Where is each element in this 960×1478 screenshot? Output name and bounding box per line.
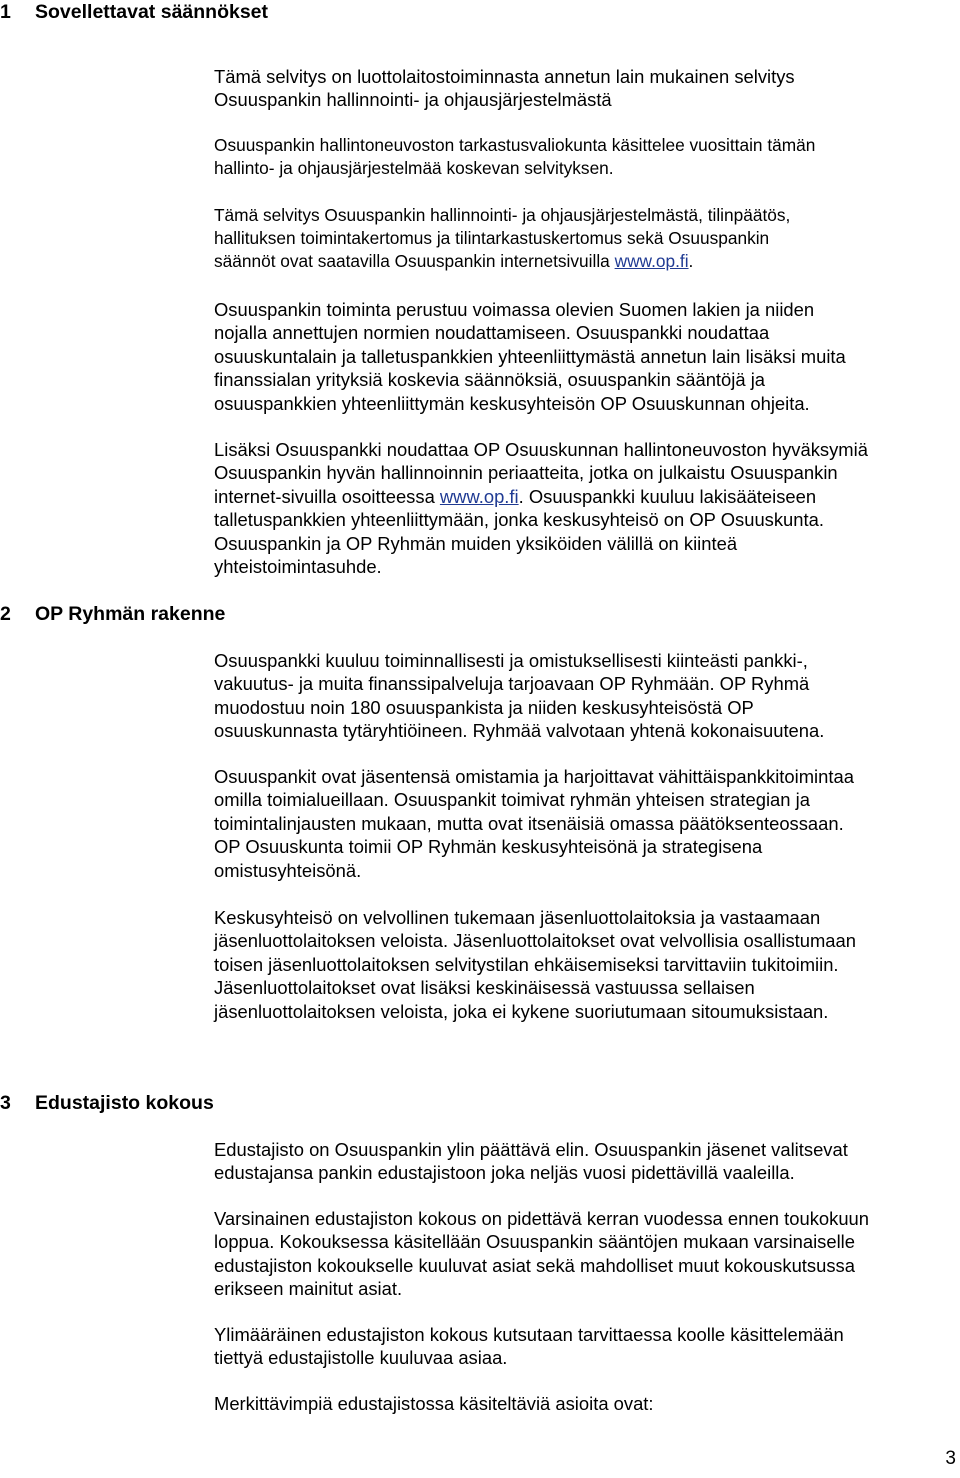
paragraph-3-2: Varsinainen edustajiston kokous on pidettävä kerran vuodessa ennen toukokuun loppua. Kokouksessa käsitellään Osuuspankin sääntöjen mukaan varsinaiselle edustajiston kokoukselle kuuluvat asiat sekä mahdolliset muut kokouskutsussa erikseen mainitut asiat. [214,1208,870,1300]
paragraph-text: . [688,251,694,271]
paragraph-text: Tämä selvitys Osuuspankin hallinnointi- ja ohjausjärjestelmästä, tilinpäätös, hallituksen toimintakertomus ja tilintarkastuskertomus sekä Osuuspankin säännöt ovat saatavilla Osuuspankin internetsivuilla [214,205,791,271]
paragraph-2-1: Osuuspankki kuuluu toiminnallisesti ja omistuksellisesti kiinteästi pankki-, vakuutus- ja muita finanssipalveluja tarjoavaan OP Ryhmään. OP Ryhmä muodostuu noin 180 osuuspankista ja niiden keskusyhteisöstä OP osuuskunnasta tytäryhtiöineen. Ryhmää valvotaan yhtenä kokonaisuutena. [214,650,825,742]
paragraph-2-2: Osuuspankit ovat jäsentensä omistamia ja harjoittavat vähittäispankkitoimintaa omilla toimialueillaan. Osuuspankit toimivat ryhmän yhteisen strategian ja toimintalinjausten mukaan, mutta ovat itsenäisiä omassa päätöksenteossaan. OP Osuuskunta toimii OP Ryhmän keskusyhteisönä ja strategisena omistusyhteisönä. [214,766,854,881]
section-number: 1 [0,1,11,23]
website-link[interactable]: www.op.fi [614,251,689,271]
paragraph-text: . Osuuspankki kuuluu lakisääteiseen talletuspankkien yhteenliittymään, jonka keskusyhteisö on OP Osuuskunta. Osuuspankin ja OP Ryhmän muiden yksiköiden välillä on kiinteä yhteistoimintasuhde. [214,485,824,578]
paragraph-1-2: Osuuspankin hallintoneuvoston tarkastusvaliokunta käsittelee vuosittain tämän hallinto- ja ohjausjärjestelmää koskevan selvityksen. [214,135,816,178]
section-title: Edustajisto kokous [35,1092,214,1114]
section-heading-1 [0,0,268,24]
paragraph-1-4: Osuuspankin toiminta perustuu voimassa olevien Suomen lakien ja niiden nojalla annettujen normien noudattamiseen. Osuuspankki noudattaa osuuskuntalain ja talletuspankkien yhteenliittymästä annetun lain lisäksi muita finanssialan yrityksiä koskevia säännöksiä, osuuspankin sääntöjä ja osuuspankkien yhteenliittymän keskusyhteisön OP Osuuskunnan ohjeita. [214,299,846,414]
website-link[interactable]: www.op.fi [439,485,519,507]
paragraph-3-1: Edustajisto on Osuuspankin ylin päättävä elin. Osuuspankin jäsenet valitsevat edustajansa pankin edustajistoon joka neljäs vuosi pidettävillä vaaleilla. [214,1139,848,1184]
section-title: OP Ryhmän rakenne [35,603,226,625]
section-title: Sovellettavat säännökset [35,1,269,23]
paragraph-1-3 [214,204,958,273]
section-heading-3 [0,1091,214,1115]
paragraph-text: Lisäksi Osuuspankki noudattaa OP Osuuskunnan hallintoneuvoston hyväksymiä Osuuspankin hyvän hallinnoinnin periaatteita, jotka on julkaistu Osuuspankin internet-sivuilla osoitteessa [214,439,868,507]
paragraph-3-4: Merkittävimpiä edustajistossa käsiteltäviä asioita ovat: [214,1393,654,1414]
paragraph-1-1: Tämä selvitys on luottolaitostoiminnasta annetun lain mukainen selvitys Osuuspankin hallinnointi- ja ohjausjärjestelmästä [214,66,795,111]
paragraph-1-5 [214,438,958,578]
paragraph-2-3: Keskusyhteisö on velvollinen tukemaan jäsenluottolaitoksia ja vastaamaan jäsenluottolaitoksen veloista. Jäsenluottolaitokset ovat velvollisia osallistumaan toisen jäsenluottolaitoksen selvitystilan ehkäisemiseksi tarvittaviin tukitoimiin. Jäsenluottolaitokset ovat lisäksi keskinäisessä vastuussa sellaisen jäsenluottolaitoksen veloista, joka ei kykene suoriutumaan sitoumuksistaan. [214,907,856,1022]
section-heading-2 [0,602,225,626]
section-number: 3 [0,1092,11,1114]
paragraph-3-3: Ylimääräinen edustajiston kokous kutsutaan tarvittaessa koolle käsittelemään tiettyä edustajistolle kuuluvaa asiaa. [214,1324,844,1369]
section-number: 2 [0,603,11,625]
page-number: 3 [945,1448,956,1469]
